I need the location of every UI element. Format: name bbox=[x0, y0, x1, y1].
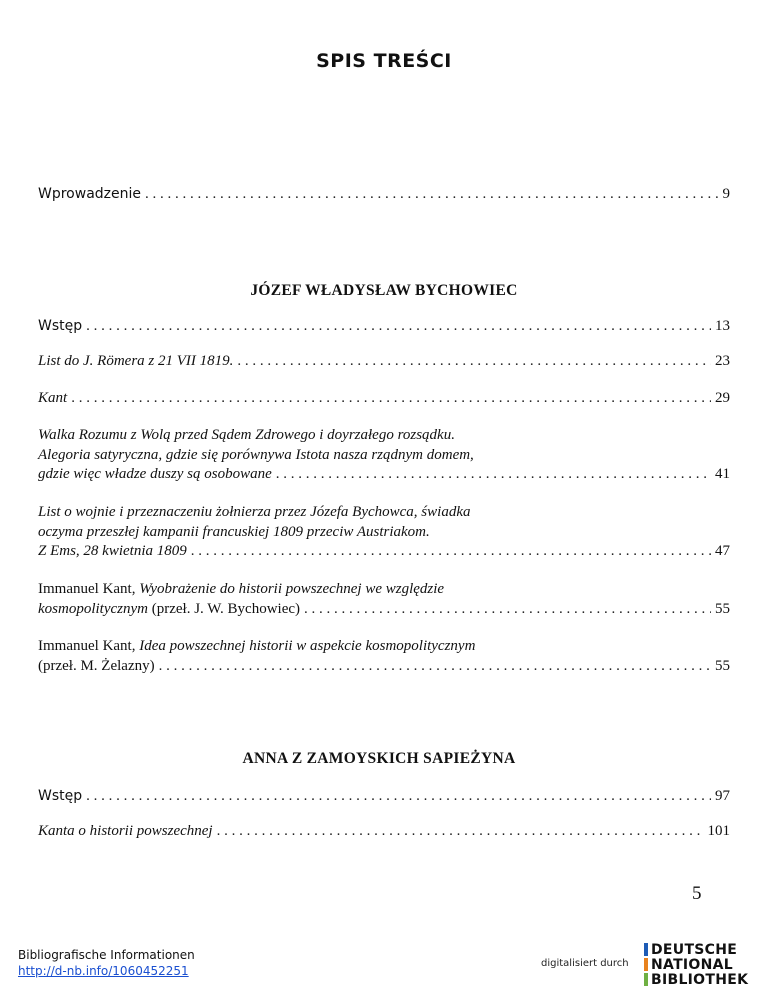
entry-page: 13 bbox=[715, 318, 730, 334]
logo-bar-orange bbox=[644, 958, 648, 971]
dnb-logo bbox=[646, 943, 756, 989]
entry-page: 55 bbox=[715, 600, 730, 617]
dot-leader bbox=[217, 822, 704, 842]
entry-line: Alegoria satyryczna, gdzie się porównywa Istota nasza rządnym domem, bbox=[38, 446, 474, 463]
entry-line: gdzie więc władze duszy są osobowane bbox=[38, 466, 272, 482]
entry-note: (przeł. M. Żelazny) bbox=[38, 657, 155, 674]
entry-line: Idea powszechnej historii w aspekcie kosmopolitycznym bbox=[139, 638, 476, 654]
entry-page: 23 bbox=[715, 353, 730, 369]
dot-leader bbox=[86, 317, 711, 337]
entry-note: (przeł. J. W. Bychowiec) bbox=[151, 600, 301, 617]
entry-line: Z Ems, 28 kwietnia 1809 bbox=[38, 543, 187, 559]
toc-entry-kant-wyobrazenie[interactable] bbox=[38, 580, 730, 619]
logo-word-3: BIBLIOTHEK bbox=[651, 972, 749, 988]
entry-page: 55 bbox=[715, 657, 730, 674]
toc-entry-kant-idea[interactable] bbox=[38, 637, 730, 676]
entry-line: Wyobrażenie do historii powszechnej we względzie bbox=[139, 581, 445, 597]
entry-page: 47 bbox=[715, 543, 730, 559]
entry-label: Wprowadzenie bbox=[38, 186, 141, 202]
digitized-by-label: digitalisiert durch bbox=[541, 958, 629, 969]
entry-page: 9 bbox=[722, 186, 730, 202]
entry-page: 97 bbox=[715, 788, 730, 804]
entry-page: 29 bbox=[715, 390, 730, 406]
section-heading-bychowiec: JÓZEF WŁADYSŁAW BYCHOWIEC bbox=[250, 282, 518, 299]
toc-entry-list-do-romera[interactable] bbox=[38, 352, 730, 372]
entry-line: Walka Rozumu z Wolą przed Sądem Zdrowego i doyrzałego rozsądku. bbox=[38, 427, 455, 443]
entry-label: List do J. Römera z 21 VII 1819. bbox=[38, 353, 234, 369]
toc-entry-kanta-o-historii[interactable] bbox=[38, 822, 730, 842]
dot-leader bbox=[86, 787, 711, 807]
logo-word-1: DEUTSCHE bbox=[651, 942, 738, 958]
entry-author: Immanuel Kant, bbox=[38, 581, 136, 597]
toc-entry-wstep-1[interactable] bbox=[38, 317, 730, 337]
entry-page: 41 bbox=[715, 466, 730, 482]
entry-line: List o wojnie i przeznaczeniu żołnierza przez Józefa Bychowca, świadka bbox=[38, 504, 471, 520]
entry-label: Wstęp bbox=[38, 318, 83, 334]
section-heading-sapiezyna: ANNA Z ZAMOYSKICH SAPIEŻYNA bbox=[242, 750, 516, 767]
entry-author: Immanuel Kant, bbox=[38, 638, 136, 654]
entry-page: 101 bbox=[707, 823, 730, 839]
bibliographic-info bbox=[18, 947, 195, 979]
page-title: SPIS TREŚCI bbox=[316, 50, 452, 72]
entry-line: kosmopolitycznym bbox=[38, 600, 148, 617]
entry-line: oczyma przeszłej kampanii francuskiej 1809 przeciw Austriakom. bbox=[38, 523, 430, 540]
toc-entry-wstep-2[interactable] bbox=[38, 787, 730, 807]
logo-word-2: NATIONAL bbox=[651, 957, 733, 973]
toc-entry-walka-rozumu[interactable] bbox=[38, 426, 730, 485]
toc-entry-kant[interactable] bbox=[38, 389, 730, 409]
toc-entry-list-o-wojnie[interactable] bbox=[38, 503, 730, 562]
dot-leader bbox=[276, 465, 711, 485]
dot-leader bbox=[159, 657, 711, 677]
dot-leader bbox=[237, 352, 711, 372]
dot-leader bbox=[304, 600, 711, 620]
dot-leader bbox=[191, 542, 711, 562]
dnb-link[interactable]: http://d-nb.info/1060452251 bbox=[18, 964, 189, 978]
entry-label: Wstęp bbox=[38, 788, 83, 804]
bibliographic-label: Bibliografische Informationen bbox=[18, 948, 195, 962]
entry-label: Kanta o historii powszechnej bbox=[38, 823, 213, 839]
toc-entry-introduction[interactable] bbox=[38, 185, 730, 205]
dot-leader bbox=[145, 185, 719, 205]
dot-leader bbox=[71, 389, 711, 409]
logo-bar-blue bbox=[644, 943, 648, 956]
logo-bar-green bbox=[644, 973, 648, 986]
entry-label: Kant bbox=[38, 390, 68, 406]
page-number: 5 bbox=[692, 883, 702, 904]
